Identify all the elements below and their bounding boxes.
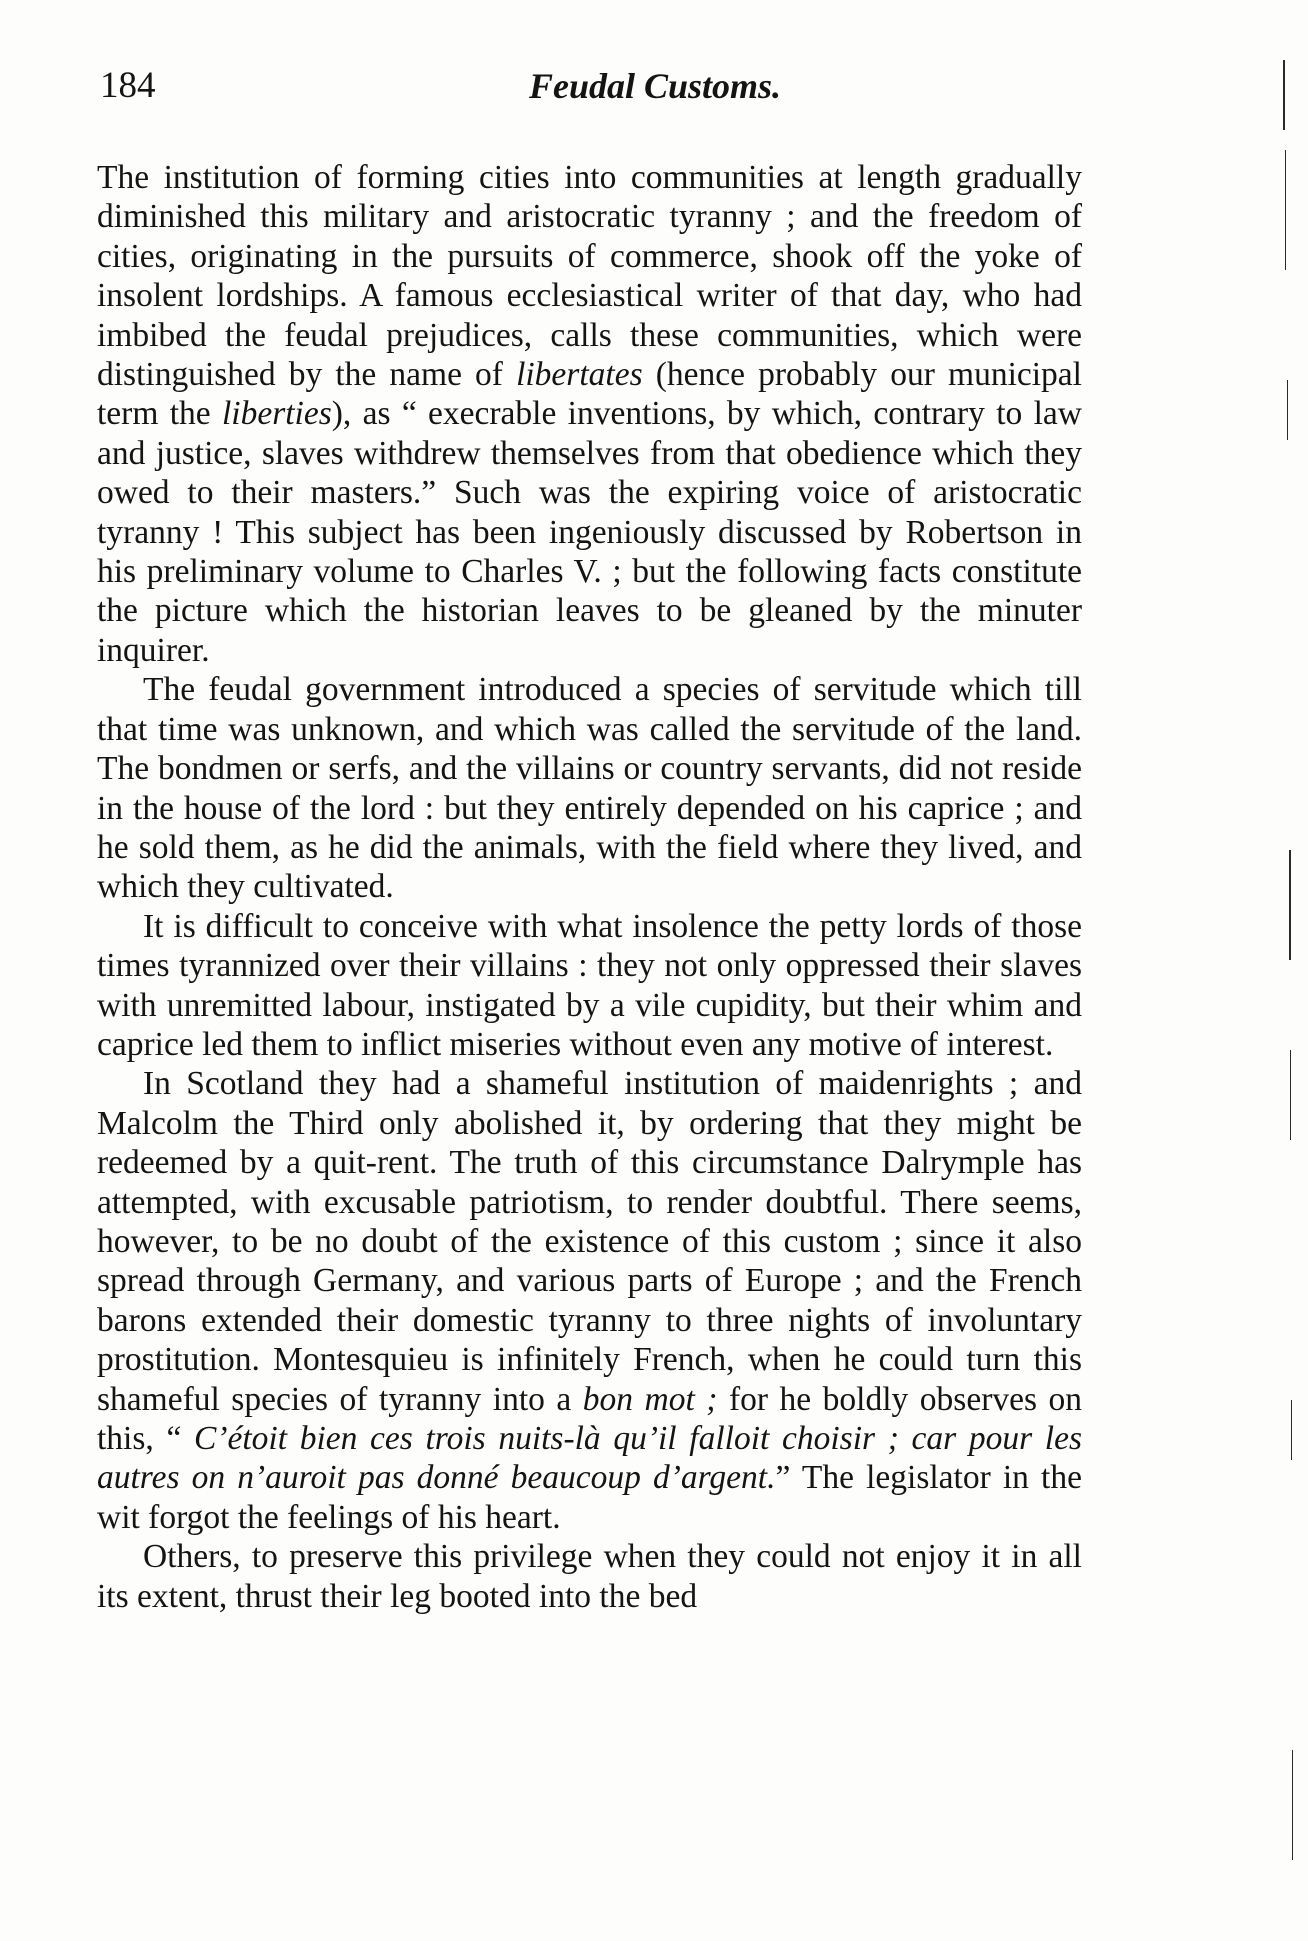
gutter-mark xyxy=(1283,60,1285,130)
french-quotation: C’étoit bien ces trois nuits-là qu’il falloit choisir ; car pour les autres on n’auroit pas donné beaucoup d’argent. xyxy=(97,1420,1082,1497)
paragraph-4 xyxy=(97,1064,1082,1537)
text-span: In Scotland they had a shameful institution of maidenrights ; and Malcolm the Third only abolished it, by ordering that they might be redeemed by a quit-rent. The truth of this circumstance Dalrymple has attempted, with excusable patriotism, to render doubtful. There seems, however, to be no doubt of the existence of this custom ; since it also spread through Germany, and various parts of Europe ; and the French barons extended their domestic tyranny to three nights of involuntary prostitution. Montesquieu is infinitely French, when he could turn this shameful species of tyranny into a xyxy=(97,1065,1082,1418)
paragraph-5: Others, to preserve this privilege when they could not enjoy it in all its extent, thrust their leg booted into the bed xyxy=(97,1538,1082,1615)
paragraph-2: The feudal government introduced a species of servitude which till that time was unknown, and which was called the servitude of the land. The bondmen or serfs, and the villains or country servants, did not reside in the house of the lord : but they entirely depended on his caprice ; and he sold them, as he did the animals, with the field where they lived, and which they cultivated. xyxy=(97,671,1082,906)
gutter-mark xyxy=(1290,1050,1291,1140)
text-span: for he boldly observes on this, “ xyxy=(97,1380,1083,1457)
gutter-mark xyxy=(1285,150,1286,270)
gutter-mark xyxy=(1287,380,1288,440)
page-number: 184 xyxy=(100,65,156,106)
paragraph-1 xyxy=(97,158,1082,670)
body-text xyxy=(97,158,1082,1616)
gutter-mark xyxy=(1291,1400,1292,1460)
italic-term: liberties xyxy=(221,395,332,433)
running-title: Feudal Customs. xyxy=(528,66,782,106)
running-head xyxy=(100,66,1090,126)
gutter-mark xyxy=(1292,1750,1293,1860)
text-span: The institution of forming cities into communities at length gradually diminished this military and aristocratic tyranny ; and the freedom of cities, originating in the pursuits of commerce, shook off the yoke of insolent lordships. A famous ecclesiastical writer of that day, who had imbibed the feudal prejudices, calls these communities, which were distinguished by the name of xyxy=(97,159,1082,394)
text-span: ), as “ execrable inventions, by which, contrary to law and justice, slaves withdrew themselves from that obedience which they owed to their masters.” Such was the expiring voice of aristocratic tyranny ! This subject has been ingeniously discussed by Robertson in his preliminary volume to Charles V. ; but the following facts constitute the picture which the historian leaves to be gleaned by the minuter inquirer. xyxy=(97,395,1082,669)
paragraph-3: It is difficult to conceive with what insolence the petty lords of those times tyrannized over their villains : they not only oppressed their slaves with unremitted labour, instigated by a vile cupidity, but their whim and caprice led them to inflict miseries without even any motive of interest. xyxy=(97,907,1082,1063)
gutter-mark xyxy=(1289,850,1291,960)
italic-term: libertates xyxy=(516,356,643,394)
text-span: ” The legislator in the wit forgot the feelings of his heart. xyxy=(97,1459,1082,1536)
text-span: (hence probably our municipal term the xyxy=(97,356,1082,433)
italic-phrase: bon mot ; xyxy=(582,1380,718,1418)
